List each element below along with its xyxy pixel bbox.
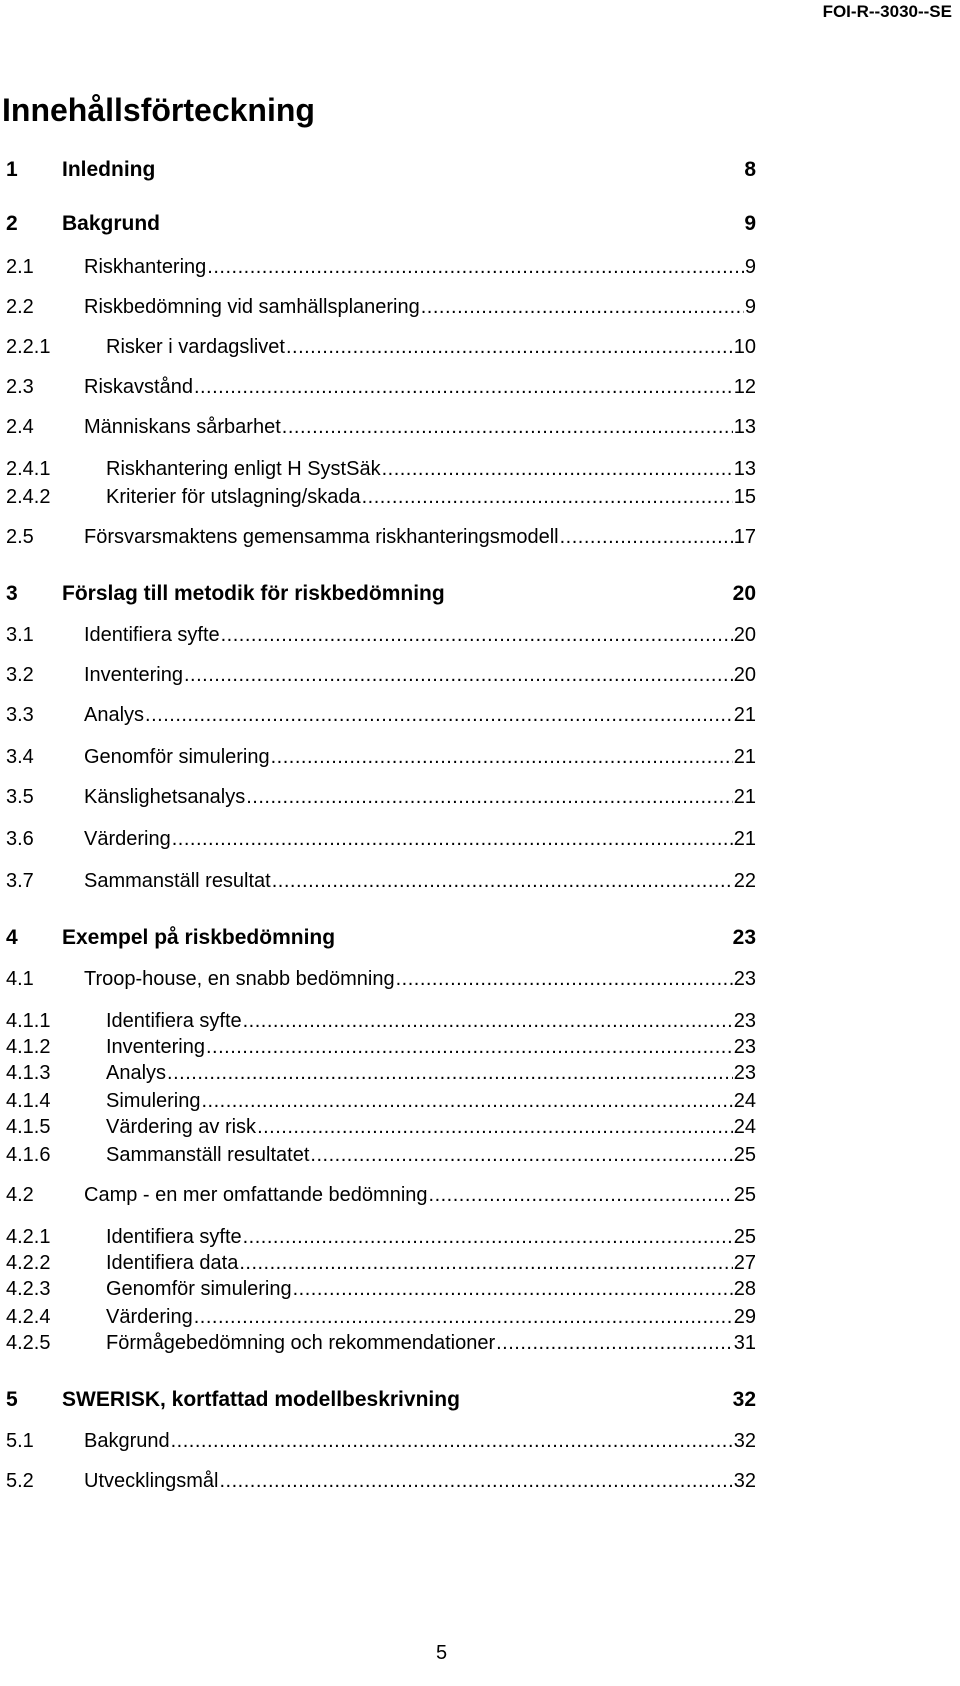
toc-entry-page: 13 (733, 458, 756, 480)
toc-entry[interactable] (6, 664, 756, 692)
toc-entry-number: 4.1.5 (6, 1116, 51, 1138)
toc-entry-number: 5.1 (6, 1430, 34, 1452)
dot-leader (194, 1306, 733, 1329)
toc-entry-page: 12 (733, 376, 756, 398)
toc-entry-page: 23 (733, 968, 756, 990)
toc-entry-number: 2.4 (6, 416, 34, 438)
toc-entry-title: Risker i vardagslivet (106, 336, 285, 358)
toc-entry-page: 25 (733, 1226, 756, 1248)
toc-entry-title: Genomför simulering (106, 1278, 292, 1300)
toc-entry-number: 4.1.6 (6, 1144, 51, 1166)
toc-entry[interactable] (6, 212, 756, 240)
toc-entry-number: 4.1.1 (6, 1010, 51, 1032)
toc-entry-title: Identifiera syfte (84, 624, 220, 646)
toc-entry[interactable] (6, 256, 756, 284)
toc-entry-number: 1 (6, 158, 18, 181)
toc-entry[interactable] (6, 1388, 756, 1416)
toc-entry-number: 2.3 (6, 376, 34, 398)
toc-entry-page: 29 (733, 1306, 756, 1328)
toc-entry-page: 23 (733, 1036, 756, 1058)
toc-entry-page: 15 (733, 486, 756, 508)
page-title: Innehållsförteckning (2, 92, 315, 128)
toc-entry[interactable] (6, 1252, 756, 1280)
toc-entry-page: 9 (744, 296, 756, 318)
toc-entry-title: Förslag till metodik för riskbedömning (62, 582, 445, 605)
dot-leader (362, 486, 733, 509)
toc-entry-title: Utvecklingsmål (84, 1470, 219, 1492)
toc-entry-page: 22 (733, 870, 756, 892)
toc-entry-page: 21 (733, 704, 756, 726)
dot-leader (171, 1430, 733, 1453)
toc-entry-number: 3.5 (6, 786, 34, 808)
toc-entry-page: 24 (733, 1090, 756, 1112)
page-number: 5 (436, 1642, 448, 1664)
toc-entry-title: Exempel på riskbedömning (62, 926, 336, 949)
toc-entry-number: 4.2.4 (6, 1306, 51, 1328)
toc-entry-number: 2.1 (6, 256, 34, 278)
toc-entry-number: 2.5 (6, 526, 34, 548)
toc-entry-page: 9 (744, 256, 756, 278)
toc-entry-number: 3.6 (6, 828, 34, 850)
toc-entry-page: 13 (733, 416, 756, 438)
toc-entry[interactable] (6, 1226, 756, 1254)
document-id: FOI-R--3030--SE (822, 2, 952, 21)
dot-leader (310, 1144, 732, 1167)
toc-entry-number: 4.2.3 (6, 1278, 51, 1300)
toc-entry-page: 21 (733, 828, 756, 850)
toc-entry-number: 2 (6, 212, 18, 235)
toc-entry[interactable] (6, 486, 756, 514)
toc-entry-number: 4.1.2 (6, 1036, 51, 1058)
toc-entry[interactable] (6, 158, 756, 186)
toc-entry-page: 32 (733, 1430, 756, 1452)
toc-entry-page: 31 (733, 1332, 756, 1354)
toc-entry-title: Känslighetsanalys (84, 786, 246, 808)
toc-entry-number: 3.4 (6, 746, 34, 768)
toc-entry-page: 28 (733, 1278, 756, 1300)
toc-entry-number: 2.2.1 (6, 336, 51, 358)
toc-entry[interactable] (6, 704, 756, 732)
toc-entry-title: Bakgrund (62, 212, 161, 235)
dot-leader (382, 458, 733, 481)
toc-entry[interactable] (6, 336, 756, 364)
toc-entry-number: 2.2 (6, 296, 34, 318)
toc-entry-page: 17 (733, 526, 756, 548)
toc-entry[interactable] (6, 1144, 756, 1172)
toc-entry[interactable] (6, 1184, 756, 1212)
toc-entry-title: Riskbedömning vid samhällsplanering (84, 296, 420, 318)
toc-entry-number: 4.2.2 (6, 1252, 51, 1274)
toc-entry[interactable] (6, 786, 756, 814)
toc-entry-title: Sammanställ resultatet (106, 1144, 310, 1166)
toc-entry-title: Riskhantering enligt H SystSäk (106, 458, 381, 480)
toc-entry-number: 3.1 (6, 624, 34, 646)
toc-entry-page: 25 (733, 1184, 756, 1206)
dot-leader (167, 1062, 733, 1085)
toc-entry-title: Värdering (106, 1306, 193, 1328)
toc-entry[interactable] (6, 1090, 756, 1118)
dot-leader (239, 1252, 732, 1275)
toc-entry-number: 4.2.1 (6, 1226, 51, 1248)
dot-leader (145, 704, 733, 727)
toc-entry-title: Kriterier för utslagning/skada (106, 486, 361, 508)
dot-leader (172, 828, 733, 851)
toc-entry-title: Identifiera syfte (106, 1010, 242, 1032)
toc-entry-title: SWERISK, kortfattad modellbeskrivning (62, 1388, 460, 1411)
toc-entry-title: Troop-house, en snabb bedömning (84, 968, 395, 990)
toc-entry[interactable] (6, 624, 756, 652)
toc-entry-title: Analys (106, 1062, 167, 1084)
dot-leader (219, 1470, 732, 1493)
toc-entry-title: Människans sårbarhet (84, 416, 281, 438)
toc-entry[interactable] (6, 1010, 756, 1038)
toc-entry-number: 5 (6, 1388, 18, 1411)
toc-entry[interactable] (6, 458, 756, 486)
toc-entry-title: Bakgrund (84, 1430, 170, 1452)
dot-leader (421, 296, 744, 319)
toc-entry-title: Simulering (106, 1090, 201, 1112)
toc-entry-title: Identifiera data (106, 1252, 239, 1274)
toc-entry-page: 20 (733, 664, 756, 686)
toc-entry-title: Inventering (106, 1036, 205, 1058)
toc-entry-title: Riskavstånd (84, 376, 193, 398)
toc-entry-page: 20 (733, 624, 756, 646)
toc-entry[interactable] (6, 746, 756, 774)
toc-entry-page: 10 (733, 336, 756, 358)
dot-leader (396, 968, 733, 991)
toc-entry-number: 2.4.1 (6, 458, 51, 480)
toc-entry-number: 2.4.2 (6, 486, 51, 508)
toc-entry-title: Sammanställ resultat (84, 870, 271, 892)
toc-entry[interactable] (6, 1306, 756, 1334)
toc-entry-title: Identifiera syfte (106, 1226, 242, 1248)
toc-entry-page: 21 (733, 746, 756, 768)
toc-entry-number: 3.3 (6, 704, 34, 726)
toc-entry-page: 32 (733, 1470, 756, 1492)
toc-entry-page: 9 (744, 212, 756, 235)
toc-entry-page: 20 (732, 582, 756, 605)
toc-entry-number: 5.2 (6, 1470, 34, 1492)
toc-entry[interactable] (6, 376, 756, 404)
dot-leader (207, 256, 744, 279)
toc-entry-title: Camp - en mer omfattande bedömning (84, 1184, 428, 1206)
toc-entry[interactable] (6, 1036, 756, 1064)
dot-leader (282, 416, 733, 439)
toc-entry-page: 23 (733, 1062, 756, 1084)
toc-entry[interactable] (6, 926, 756, 954)
dot-leader (272, 870, 733, 893)
toc-entry-number: 4.2.5 (6, 1332, 51, 1354)
dot-leader (271, 746, 733, 769)
dot-leader (243, 1226, 733, 1249)
toc-entry-number: 4 (6, 926, 18, 949)
toc-entry-number: 4.1.3 (6, 1062, 51, 1084)
toc-entry-page: 27 (733, 1252, 756, 1274)
toc-entry-number: 3 (6, 582, 18, 605)
toc-entry-page: 23 (733, 1010, 756, 1032)
toc-entry[interactable] (6, 1332, 756, 1360)
toc-entry-title: Värdering (84, 828, 171, 850)
toc-entry-title: Värdering av risk (106, 1116, 257, 1138)
toc-entry[interactable] (6, 416, 756, 444)
dot-leader (257, 1116, 733, 1139)
toc-entry[interactable] (6, 1116, 756, 1144)
dot-leader (496, 1332, 733, 1355)
toc-entry[interactable] (6, 870, 756, 898)
toc-entry-page: 23 (732, 926, 756, 949)
toc-entry-page: 21 (733, 786, 756, 808)
toc-entry-number: 4.1.4 (6, 1090, 51, 1112)
toc-entry[interactable] (6, 582, 756, 610)
toc-entry[interactable] (6, 968, 756, 996)
toc-entry[interactable] (6, 1062, 756, 1090)
toc-entry[interactable] (6, 296, 756, 324)
dot-leader (184, 664, 733, 687)
toc-entry-number: 3.7 (6, 870, 34, 892)
toc-entry-title: Inledning (62, 158, 156, 181)
toc-entry[interactable] (6, 1278, 756, 1306)
toc-entry-page: 8 (744, 158, 756, 181)
dot-leader (206, 1036, 733, 1059)
toc-entry-title: Riskhantering (84, 256, 207, 278)
dot-leader (429, 1184, 733, 1207)
dot-leader (194, 376, 733, 399)
toc-entry-number: 4.2 (6, 1184, 34, 1206)
dot-leader (243, 1010, 733, 1033)
toc-entry[interactable] (6, 1430, 756, 1458)
dot-leader (293, 1278, 733, 1301)
dot-leader (286, 336, 733, 359)
dot-leader (201, 1090, 732, 1113)
toc-entry-number: 4.1 (6, 968, 34, 990)
toc-entry-page: 24 (733, 1116, 756, 1138)
toc-entry-title: Förmågebedömning och rekommendationer (106, 1332, 496, 1354)
dot-leader (560, 526, 733, 549)
toc-entry[interactable] (6, 1470, 756, 1498)
toc-entry[interactable] (6, 526, 756, 554)
toc-entry-page: 32 (732, 1388, 756, 1411)
toc-entry-number: 3.2 (6, 664, 34, 686)
toc-entry-title: Analys (84, 704, 145, 726)
toc-entry-title: Försvarsmaktens gemensamma riskhanteringsmodell (84, 526, 559, 548)
dot-leader (246, 786, 733, 809)
toc-entry-page: 25 (733, 1144, 756, 1166)
toc-entry[interactable] (6, 828, 756, 856)
dot-leader (221, 624, 733, 647)
toc-entry-title: Genomför simulering (84, 746, 270, 768)
toc-entry-title: Inventering (84, 664, 183, 686)
